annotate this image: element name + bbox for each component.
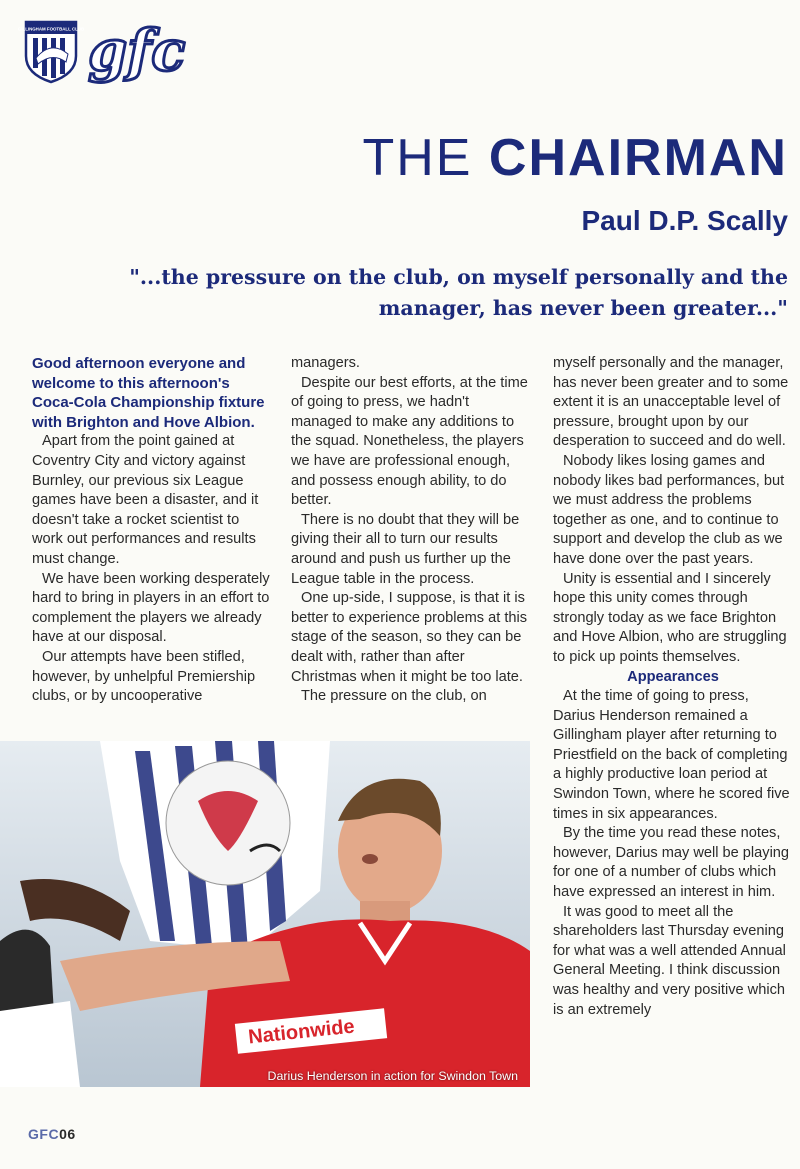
- pull-quote-line2: manager, has never been greater...": [378, 296, 788, 320]
- action-photo: [0, 741, 530, 1087]
- gillingham-fc-crest-icon: [17, 18, 85, 84]
- article-column-1: [32, 354, 272, 707]
- shirt-sponsor: Nationwide: [247, 1015, 356, 1049]
- paragraph: Nobody likes losing games and nobody likes bad performances, but we must address the problems together as one, and to continue to support and develop the club as we have done over the past years.: [553, 452, 785, 567]
- paragraph: There is no doubt that they will be giving their all to turn our results around and push us further up the League table in the process.: [291, 511, 520, 587]
- pull-quote-line1: "...the pressure on the club, on myself personally and the: [129, 265, 788, 289]
- paragraph-continued: myself personally and the manager, has never been greater and to some extent it is an unacceptable level of pressure, brought upon by our desperation to succeed and do well.: [553, 355, 789, 450]
- page-title: [362, 126, 788, 190]
- photo-illustration: [0, 741, 530, 1087]
- paragraph: It was good to meet all the shareholders last Thursday evening for what was a well attended Annual General Meeting. I think discussion was healthy and very positive which is an extremely: [553, 903, 786, 1018]
- paragraph: By the time you read these notes, however, Darius may well be playing for one of a number of clubs which have expressed an interest in him.: [553, 825, 790, 901]
- svg-text:gfc: gfc: [88, 18, 186, 84]
- title-part2: CHAIRMAN: [488, 129, 788, 187]
- paragraph: We have been working desperately hard to bring in players in an effort to complement the players we already have at our disposal.: [32, 570, 270, 646]
- pull-quote: [68, 262, 788, 324]
- gfc-logo: [86, 18, 198, 84]
- paragraph: At the time of going to press, Darius Henderson remained a Gillingham player after returning to Priestfield on the back of completing a highly productive loan period at Swindon Town, where he scored five times in six appearances.: [553, 688, 790, 822]
- header-logos: [17, 18, 198, 84]
- paragraph: Our attempts have been stifled, however, by unhelpful Premiership clubs, or by uncooperative: [32, 648, 256, 705]
- paragraph: Unity is essential and I sincerely hope this unity comes through strongly today as we face Brighton and Hove Albion, who are struggling to pick up points themselves.: [553, 570, 787, 665]
- page-number-value: 06: [59, 1126, 76, 1142]
- article-column-2: [291, 354, 531, 707]
- section-subhead: Appearances: [627, 668, 719, 685]
- paragraph: One up-side, I suppose, is that it is better to experience problems at this stage of the season, so they can be dealt with, rather than after Christmas when it might be too late.: [291, 590, 528, 685]
- intro-paragraph: Good afternoon everyone and welcome to this afternoon's Coca-Cola Championship fixture with Brighton and Hove Albion.: [32, 355, 265, 431]
- page-number: [28, 1126, 76, 1142]
- title-part1: THE: [362, 129, 473, 187]
- article-column-3: [553, 354, 793, 1020]
- paragraph: The pressure on the club, on: [301, 688, 487, 705]
- paragraph: Despite our best efforts, at the time of going to press, we hadn't managed to make any additions to the squad. Nonetheless, the players we have are professional enough, and possess enough ability, to do better.: [291, 374, 528, 509]
- svg-text:GILLINGHAM FOOTBALL CLUB: GILLINGHAM FOOTBALL CLUB: [17, 26, 85, 32]
- author-name: Paul D.P. Scally: [581, 205, 788, 236]
- paragraph: Apart from the point gained at Coventry City and victory against Burnley, our previous six League games have been a disaster, and it doesn't take a rocket scientist to work out performances and results must change.: [32, 433, 259, 567]
- photo-caption: Darius Henderson in action for Swindon Town: [267, 1069, 518, 1083]
- paragraph-continued: managers.: [291, 355, 360, 371]
- page-number-prefix: GFC: [28, 1126, 60, 1142]
